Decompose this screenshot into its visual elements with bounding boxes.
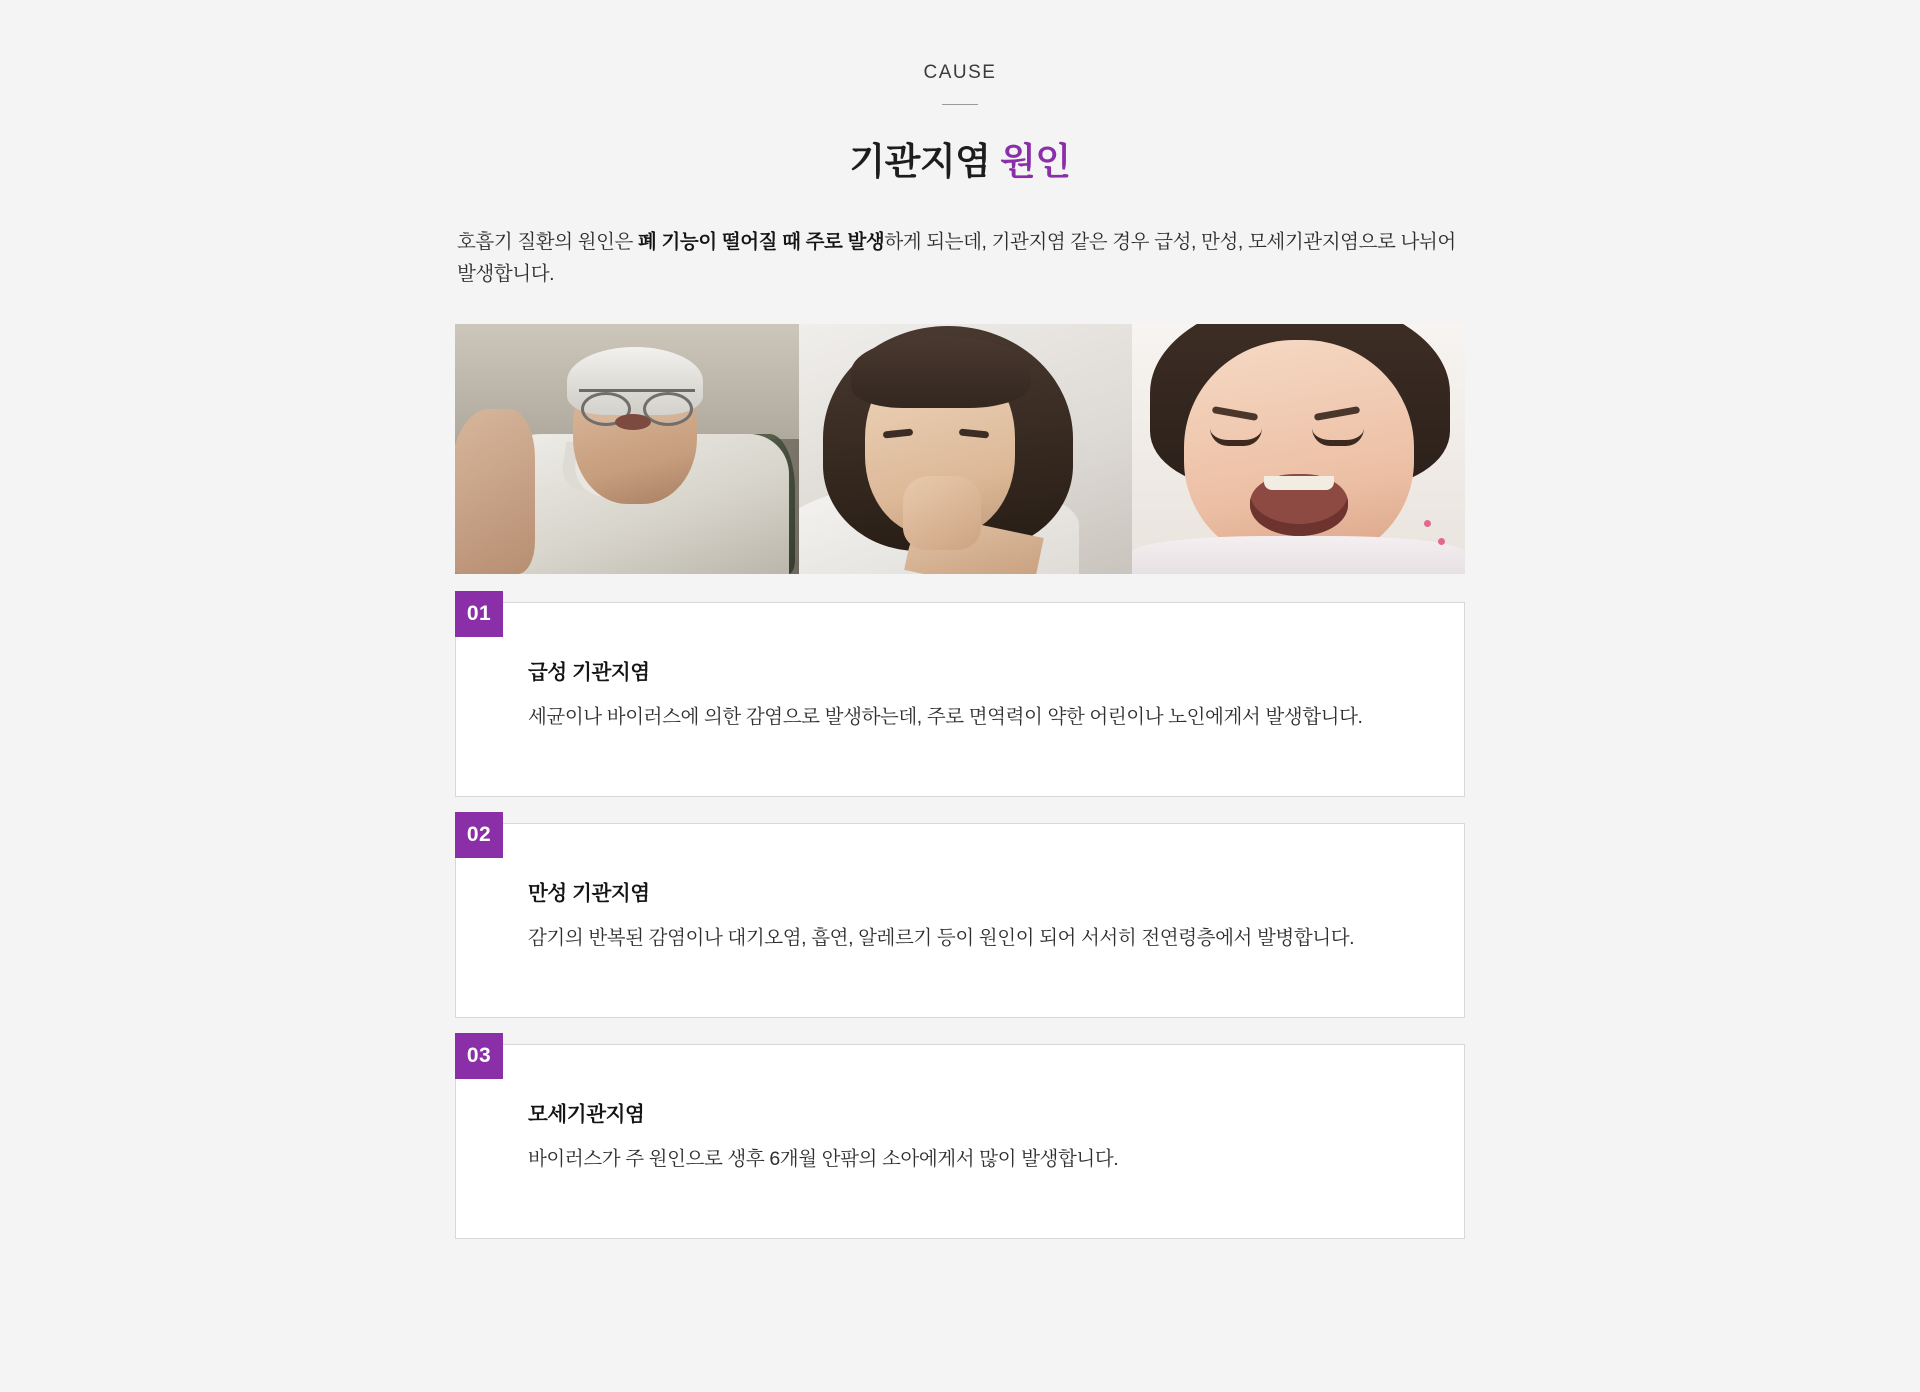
card-number-badge: 02 — [455, 812, 503, 858]
card-title: 급성 기관지염 — [528, 661, 650, 685]
content-column — [455, 0, 1465, 1239]
cause-card — [455, 602, 1465, 797]
section-header — [455, 62, 1465, 185]
card-number-badge: 03 — [455, 1033, 503, 1079]
page-title-main: 기관지염 — [849, 141, 1001, 182]
intro-part1: 호흡기 질환의 원인은 — [457, 231, 638, 253]
card-description: 감기의 반복된 감염이나 대기오염, 흡연, 알레르기 등이 원인이 되어 서서히 전연령층에서 발병합니다. — [528, 927, 1355, 950]
eyebrow-divider — [942, 104, 978, 105]
card-body — [456, 1045, 1464, 1176]
photo-strip — [455, 324, 1465, 574]
intro-paragraph — [455, 227, 1465, 290]
cause-card-list — [455, 602, 1465, 1239]
card-title: 모세기관지염 — [528, 1103, 645, 1127]
card-description: 바이러스가 주 원인으로 생후 6개월 안팎의 소아에게서 많이 발생합니다. — [528, 1148, 1119, 1171]
intro-bold: 폐 기능이 떨어질 때 주로 발생 — [638, 231, 885, 253]
photo-crying-baby — [1132, 324, 1465, 574]
photo-woman-coughing — [799, 324, 1132, 574]
intro-part2: 하게 되는데, 기관지염 같은 경우 급성, 만성, 모세기관지염으로 나뉘어 발생합니다. — [457, 231, 1456, 285]
card-body — [456, 824, 1464, 955]
section-eyebrow: CAUSE — [923, 62, 997, 83]
cause-card — [455, 1044, 1465, 1239]
card-description: 세균이나 바이러스에 의한 감염으로 발생하는데, 주로 면역력이 약한 어린이나 노인에게서 발생합니다. — [528, 706, 1363, 729]
card-body — [456, 603, 1464, 734]
photo-elderly-man — [455, 324, 799, 574]
page-title-accent: 원인 — [1000, 141, 1071, 182]
cause-card — [455, 823, 1465, 1018]
card-number-badge: 01 — [455, 591, 503, 637]
card-title: 만성 기관지염 — [528, 882, 650, 906]
page-title — [455, 131, 1465, 185]
